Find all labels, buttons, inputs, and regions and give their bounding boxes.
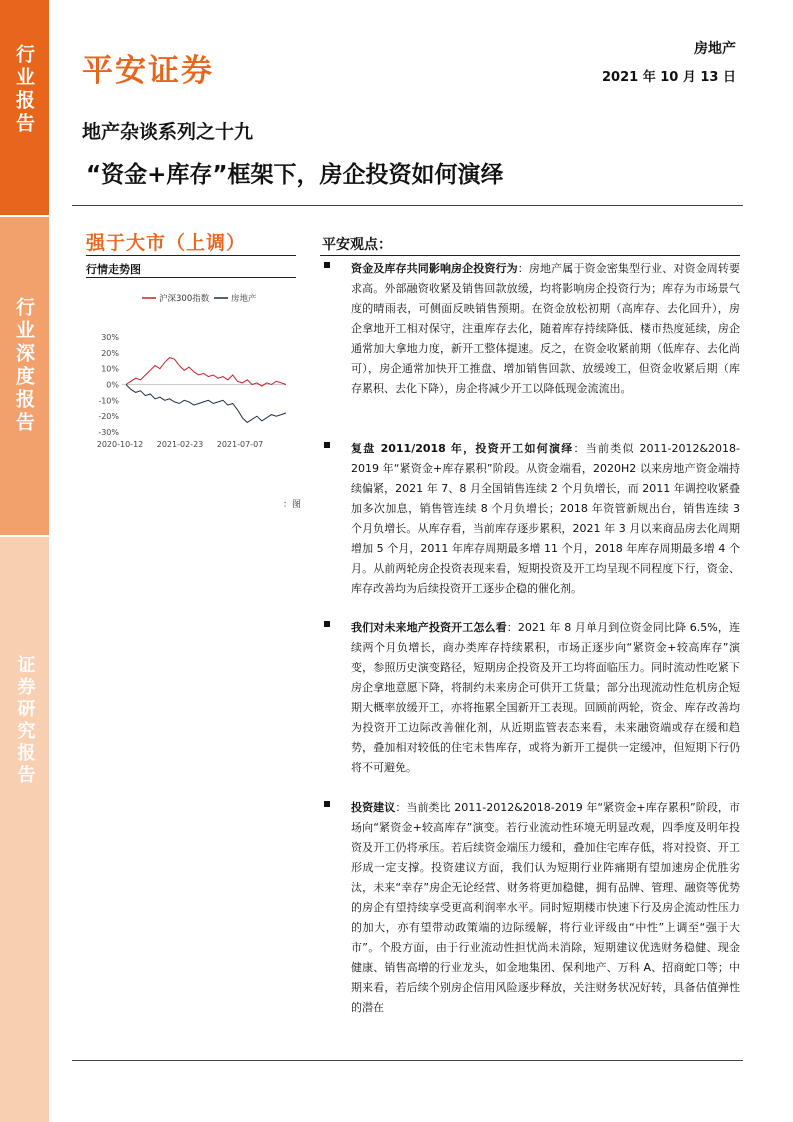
sidebar-section-industry-report xyxy=(0,0,49,215)
sector-label: 房地产 xyxy=(694,41,736,57)
bullet-body: ：房地产属于资金密集型行业、对资金周转要求高。外部融资收紧及销售回款放缓，均将影响房企投资行为；库存为市场景气度的晴雨表，可侧面反映销售预期。在资金放松初期（高库存、去化回升），房企拿地开工相对保守，注重库存去化，随着库存持续降低、楼市热度延续，房企通常加大拿地力度，新开工整体提速。反之，在资金收紧前期（低库存、去化尚可），房企通常加快开工推盘、增加销售回款、放缓竣工，但资金收紧后期（库存累积、去化下降），房企将减少开工以降低现金流流出。 xyxy=(351,262,740,395)
y-tick-label: -30% xyxy=(98,428,119,437)
bullet-text xyxy=(351,259,740,399)
view-title: 平安观点： xyxy=(322,237,392,253)
bullet-body: ：当前类似 2011-2012&2018-2019 年“紧资金+库存累积”阶段。从资金端看，2020H2 以来房地产资金端持续偏紧，2021 年 7、8 月全国销售连续 2 个月负增长，而 2011 年调控收紧叠加多次加息，销售管连续 8 个月负增长；2018 年资管新规出台，销售连续 3 个月负增长。从库存看，当前库存逐步累积，2021 年 3 月以来商品房去化周期增加 5 个月，2011 年库存周期最多增 11 个月，2018 年库存周期最多增 4 个月。从前两轮房企投资表现来看，短期投资及开工均呈现不同程度下行，资金、库存改善均为后续投资开工逐步企稳的催化剂。 xyxy=(351,442,740,595)
trend-chart-title: 行情走势图 xyxy=(86,263,141,276)
series-line-hs300 xyxy=(126,358,286,387)
legend-label-hs300: 沪深300指数 xyxy=(159,294,210,304)
y-tick-label: 20% xyxy=(101,348,119,358)
y-tick-label: 0% xyxy=(106,380,119,390)
bullet-investment-advice xyxy=(318,798,740,1018)
header-divider xyxy=(72,205,743,206)
x-tick-label: 2021-07-07 xyxy=(216,440,264,449)
bullet-body: ：当前类比 2011-2012&2018-2019 年“紧资金+库存累积”阶段，市场向“紧资金+较高库存”演变。若行业流动性环境无明显改观，四季度及明年投资及开工仍将承压。若后续资金端压力缓和，叠加住宅库存低，将对投资、开工形成一定支撑。投资建议方面，我们认为短期行业阵痛期有望加速房企优胜劣汰，未来“幸存”房企无论经营、财务将更加稳健，拥有品牌、管理、融资等优势的房企有望持续享受更高利润率水平。同时短期楼市快速下行及房企流动性压力的加大，亦有望带动政策端的边际缓解，将行业评级由“中性”上调至“强于大市”。个股方面，由于行业流动性担忧尚未消除，短期建议优选财务稳健、现金健康、销售高增的行业龙头，如金地集团、保利地产、万科 A、招商蛇口等；中期来看，若后续个别房企信用风险逐步释放，关注财务状况好转，具备估值弹性的潜在 xyxy=(351,801,740,1014)
bullet-lead: 我们对未来地产投资开工怎么看 xyxy=(351,621,507,634)
y-tick-label: -20% xyxy=(98,412,119,422)
sidebar-label-securities-research: 证券研究报告 xyxy=(14,655,36,787)
bullet-marker xyxy=(324,442,330,448)
bullet-lead: 复盘 2011/2018 年，投资开工如何演绎 xyxy=(351,442,574,455)
rating-label: 强于大市（上调） xyxy=(86,232,247,254)
view-divider xyxy=(320,255,740,256)
report-headline: “资金+库存”框架下，房企投资如何演绎 xyxy=(86,162,504,188)
sidebar-label-in-depth-report: 行业深度报告 xyxy=(13,297,35,435)
sidebar-section-in-depth-report xyxy=(0,217,49,535)
chart-source-note: ：图 xyxy=(283,500,302,510)
series-title: 地产杂谈系列之十九 xyxy=(82,121,254,143)
bullet-body: ：2021 年 8 月单月到位资金同比降 6.5%，连续两个月负增长，商办类库存持续累积，市场正逐步向“紧资金+较高库存”演变，参照历史演变路径，短期房企投资及开工均将面临压力。同时流动性吃紧下房企拿地意愿下降，将制约未来房企可供开工货量；部分出现流动性危机房企短期大概率放缓开工，亦将拖累全国新开工表现。回顾前两轮，资金、库存改善均为投资开工边际改善催化剂，从近期监管表态来看，未来融资端或存在缓和趋势，叠加相对较低的住宅未售库存，或将为新开工提供一定缓冲，但短期下行仍将不可避免。 xyxy=(351,621,740,774)
bullet-marker xyxy=(324,801,330,807)
x-tick-label: 2020-10-12 xyxy=(96,440,144,449)
y-tick-label: -10% xyxy=(98,396,119,406)
bullet-future-outlook xyxy=(318,618,740,778)
x-tick-label: 2021-02-23 xyxy=(156,440,204,449)
trend-divider xyxy=(86,277,296,278)
bullet-text xyxy=(351,798,740,1018)
bullet-text xyxy=(351,439,740,599)
bullet-text xyxy=(351,618,740,778)
sidebar-label-industry-report: 行业报告 xyxy=(13,44,35,136)
bullet-lead: 资金及库存共同影响房企投资行为 xyxy=(351,262,518,275)
bullet-marker xyxy=(324,621,330,627)
footer-divider xyxy=(72,1060,743,1061)
legend-label-realestate: 房地产 xyxy=(231,294,257,304)
series-line-realestate xyxy=(126,385,286,423)
sidebar-section-securities-research xyxy=(0,537,49,1122)
report-date: 2021 年 10 月 13 日 xyxy=(602,70,736,85)
y-tick-label: 10% xyxy=(101,364,119,374)
bullet-history-review xyxy=(318,439,740,599)
bullet-lead: 投资建议 xyxy=(351,801,396,814)
bullet-marker xyxy=(324,262,330,268)
company-logo: 平安证券 xyxy=(82,53,214,89)
y-tick-label: 30% xyxy=(101,333,119,342)
trend-chart xyxy=(86,282,301,462)
bullet-funding-inventory xyxy=(318,259,740,399)
rating-divider xyxy=(86,255,296,256)
